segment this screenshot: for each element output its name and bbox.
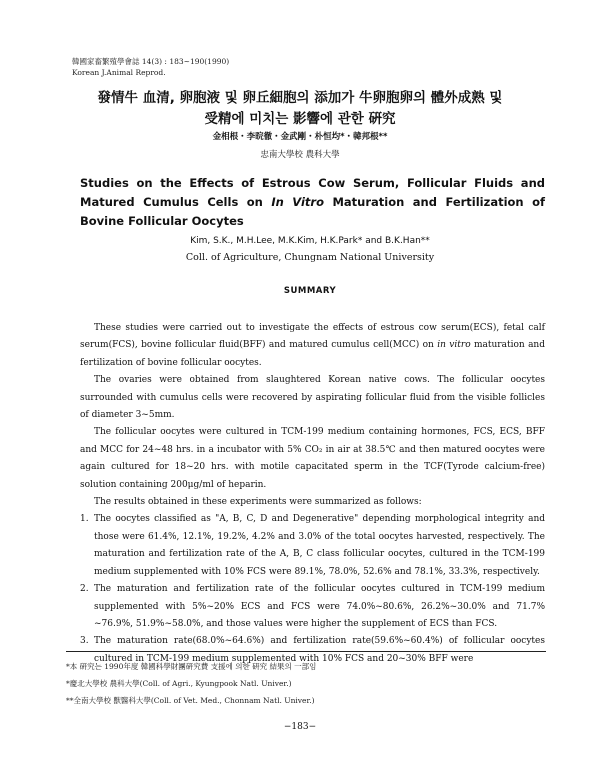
paragraph-1-text-a: These studies were carried out to investigate the effects of estrous cow serum(ECS), fetal calf serum(FCS), bovine follicular fluid(BFF) and matured cumulus cell(MCC) on	[80, 323, 545, 351]
paragraph-1-italic: in vitro	[437, 340, 471, 351]
list-item-text: The maturation and fertilization rate of the follicular oocytes cultured in TCM-199 medium supplemented with 5%~20% ECS and FCS were 74.0%~80.6%, 26.2%~30.0% and 71.7% ~76.9%, 51.9%~58.0%, and those values were higher the supplement of ECS than FCS.	[94, 584, 545, 629]
footnote-affiliation-1: *慶北大學校 農科大學(Coll. of Agri., Kyungpook Natl. Univer.)	[66, 679, 292, 688]
footnote-affiliation-2: **全南大學校 獸醫科大學(Coll. of Vet. Med., Chonnam Natl. Univer.)	[66, 696, 315, 705]
footnote-funding: *本 硏究는 1990年度 韓國科學財團硏究費 支援에 의한 硏究 結果의 一部임	[66, 662, 317, 671]
footnote-divider	[66, 651, 546, 652]
journal-name-korean: 韓國家畜繁殖學會誌 14(3) : 183~190(1990)	[72, 57, 230, 66]
results-list	[80, 511, 545, 668]
summary-body	[80, 320, 545, 668]
korean-authors: 金相根・李晥徹・金武剛・朴恒均*・韓邦根**	[212, 132, 388, 142]
list-item-number: 1.	[80, 514, 89, 525]
journal-citation	[72, 56, 229, 78]
list-item-number: 2.	[80, 584, 89, 595]
english-authors: Kim, S.K., M.H.Lee, M.K.Kim, H.K.Park* and B.K.Han**	[190, 236, 430, 246]
summary-paragraph-1	[80, 320, 545, 372]
summary-paragraph-4: The results obtained in these experiments were summarized as follows:	[94, 497, 422, 508]
english-institution: Coll. of Agriculture, Chungnam National University	[185, 252, 435, 263]
results-list-item	[80, 511, 545, 581]
journal-name-english: Korean J.Animal Reprod.	[72, 68, 166, 77]
summary-paragraph-2: The ovaries were obtained from slaughtered Korean native cows. The follicular oocytes surrounded with cumulus cells were recovered by aspirating follicular fluid from the visible follicles of diameter 3~5mm.	[80, 375, 545, 421]
korean-title-line-2: 受精에 미치는 影響에 관한 硏究	[204, 111, 396, 127]
list-item-text: The maturation rate(68.0%~64.6%) and fertilization rate(59.6%~60.4%) of follicular oocytes cultured in TCM-199 medium supplemented with 10% FCS and 20~30% BFF were	[94, 636, 545, 664]
korean-title	[40, 88, 560, 130]
paragraph-1-text-b: maturation and fertilization of bovine follicular oocytes.	[80, 340, 545, 368]
page-number: −183−	[283, 722, 317, 732]
footnotes	[66, 658, 316, 709]
list-item-text: The oocytes classified as "A, B, C, D and Degenerative" depending morphological integrity and those were 61.4%, 12.1%, 19.2%, 4.2% and 3.0% of the total oocytes harvested, respectively. The maturation and fertilization rate of the A, B, C class follicular oocytes, cultured in the TCM-199 medium supplemented with 10% FCS were 89.1%, 78.0%, 52.6% and 78.1%, 33.3%, respectively.	[94, 514, 545, 577]
list-item-number: 3.	[80, 636, 89, 647]
korean-institution: 忠南大學校 農科大學	[260, 150, 340, 160]
english-title-italic: In Vitro	[271, 195, 324, 209]
summary-heading: SUMMARY	[283, 286, 337, 296]
english-title-part-1: Studies on the Effects of Estrous Cow Serum, Follicular Fluids and Matured Cumulus Cells on	[80, 176, 545, 209]
english-title	[80, 174, 545, 231]
korean-title-line-1: 發情牛 血清, 卵胞液 및 卵丘細胞의 添加가 牛卵胞卵의 體外成熟 및	[97, 90, 503, 106]
english-title-part-2: Maturation and Fertilization of Bovine Follicular Oocytes	[80, 195, 545, 228]
results-list-item	[80, 581, 545, 633]
summary-paragraph-3: The follicular oocytes were cultured in TCM-199 medium containing hormones, FCS, ECS, BFF and MCC for 24~48 hrs. in a incubator with 5% CO₂ in air at 38.5℃ and then matured oocytes were again cultured for 18~20 hrs. with motile capacitated sperm in the TCF(Tyrode calcium-free) solution containing 200μg/ml of heparin.	[80, 427, 545, 490]
